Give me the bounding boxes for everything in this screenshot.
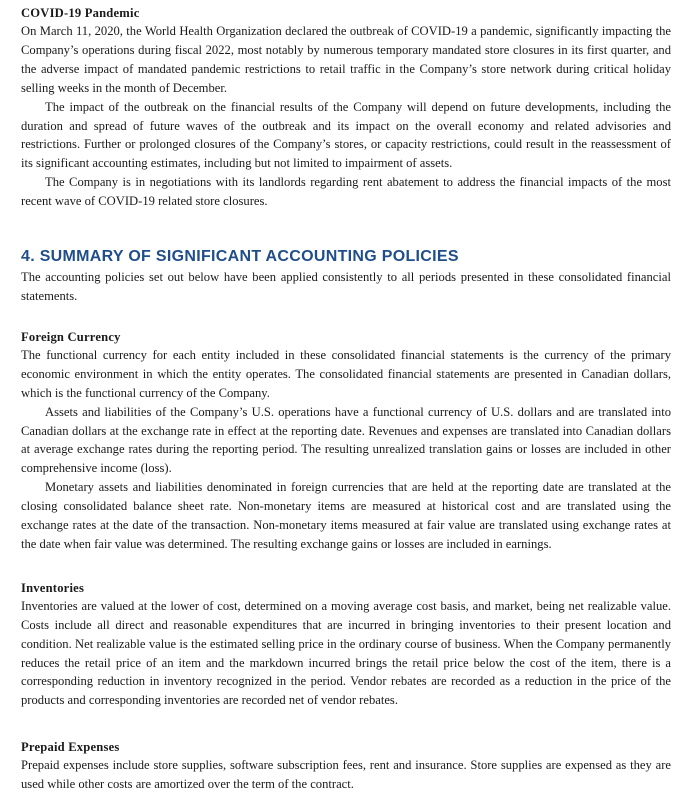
covid-heading: COVID-19 Pandemic xyxy=(21,6,140,20)
summary-intro: The accounting policies set out below have been applied consistently to all periods presented in these consolidated financial statements. xyxy=(21,270,671,303)
foreign-currency-section xyxy=(21,329,671,554)
prepaid-heading: Prepaid Expenses xyxy=(21,740,120,755)
inventories-heading: Inventories xyxy=(21,580,85,595)
covid-paragraph-1: On March 11, 2020, the World Health Organization declared the outbreak of COVID-19 a pandemic, significantly impacting the Company’s operations during fiscal 2022, most notably by numerous temporary mandated store closures in its first quarter, and the adverse impact of mandated pandemic restrictions to retail traffic in the Company’s store network during critical holiday selling weeks in the month of December. xyxy=(21,24,671,95)
foreign-currency-paragraph-3: Monetary assets and liabilities denominated in foreign currencies that are held at the reporting date are translated at the closing consolidated balance sheet rate. Non-monetary items are measured at historical cost and are translated using the exchange rates at the date of the transaction. Non-monetary items measured at fair value are translated using exchange rates at the date when fair value was determined. The resulting exchange gains or losses are included in earnings. xyxy=(21,480,671,551)
inventories-section xyxy=(21,580,671,710)
inventories-paragraph: Inventories are valued at the lower of cost, determined on a moving average cost basis, and market, being net realizable value. Costs include all direct and reasonable expenditures that are incurred in bringing inventories to their present location and condition. Net realizable value is the estimated selling price in the ordinary course of business. When the Company permanently reduces the retail price of an item and the markdown incurred brings the retail price below the cost of the item, there is a corresponding reduction in inventory recognized in the period. Vendor rebates are recorded as a reduction in the price of the products and corresponding inventories are recorded net of vendor rebates. xyxy=(21,598,671,708)
covid-paragraph-2: The impact of the outbreak on the financial results of the Company will depend on future developments, including the duration and spread of future waves of the outbreak and its impact on the overall economy and related advisories and restrictions. Further or prolonged closures of the Company’s stores, or capacity restrictions, could result in the reassessment of its significant accounting estimates, including but not limited to impairment of assets. xyxy=(21,99,671,171)
prepaid-paragraph: Prepaid expenses include store supplies, software subscription fees, rent and insurance. Store supplies are expensed as they are used while other costs are amortized over the term of the contract. xyxy=(21,758,671,792)
section-title: 4. SUMMARY OF SIGNIFICANT ACCOUNTING POLICIES xyxy=(21,248,459,266)
covid-paragraph-3: The Company is in negotiations with its landlords regarding rent abatement to address the financial impacts of the most recent wave of COVID-19 related store closures. xyxy=(21,175,671,209)
foreign-currency-paragraph-2: Assets and liabilities of the Company’s U.S. operations have a functional currency of U.S. dollars and are translated into Canadian dollars at the exchange rate in effect at the reporting date. Revenues and expenses are translated into Canadian dollars at average exchange rates during the reporting period. The resulting unrealized translation gains or losses are included in other comprehensive income (loss). xyxy=(21,404,671,476)
prepaid-section xyxy=(21,739,671,794)
covid-section xyxy=(21,5,671,211)
summary-section xyxy=(21,247,671,306)
foreign-currency-heading: Foreign Currency xyxy=(21,329,121,344)
foreign-currency-paragraph-1: The functional currency for each entity included in these consolidated financial statements is the currency of the primary economic environment in which the entity operates. The consolidated financial statements are presented in Canadian dollars, which is the functional currency of the Company. xyxy=(21,347,671,400)
